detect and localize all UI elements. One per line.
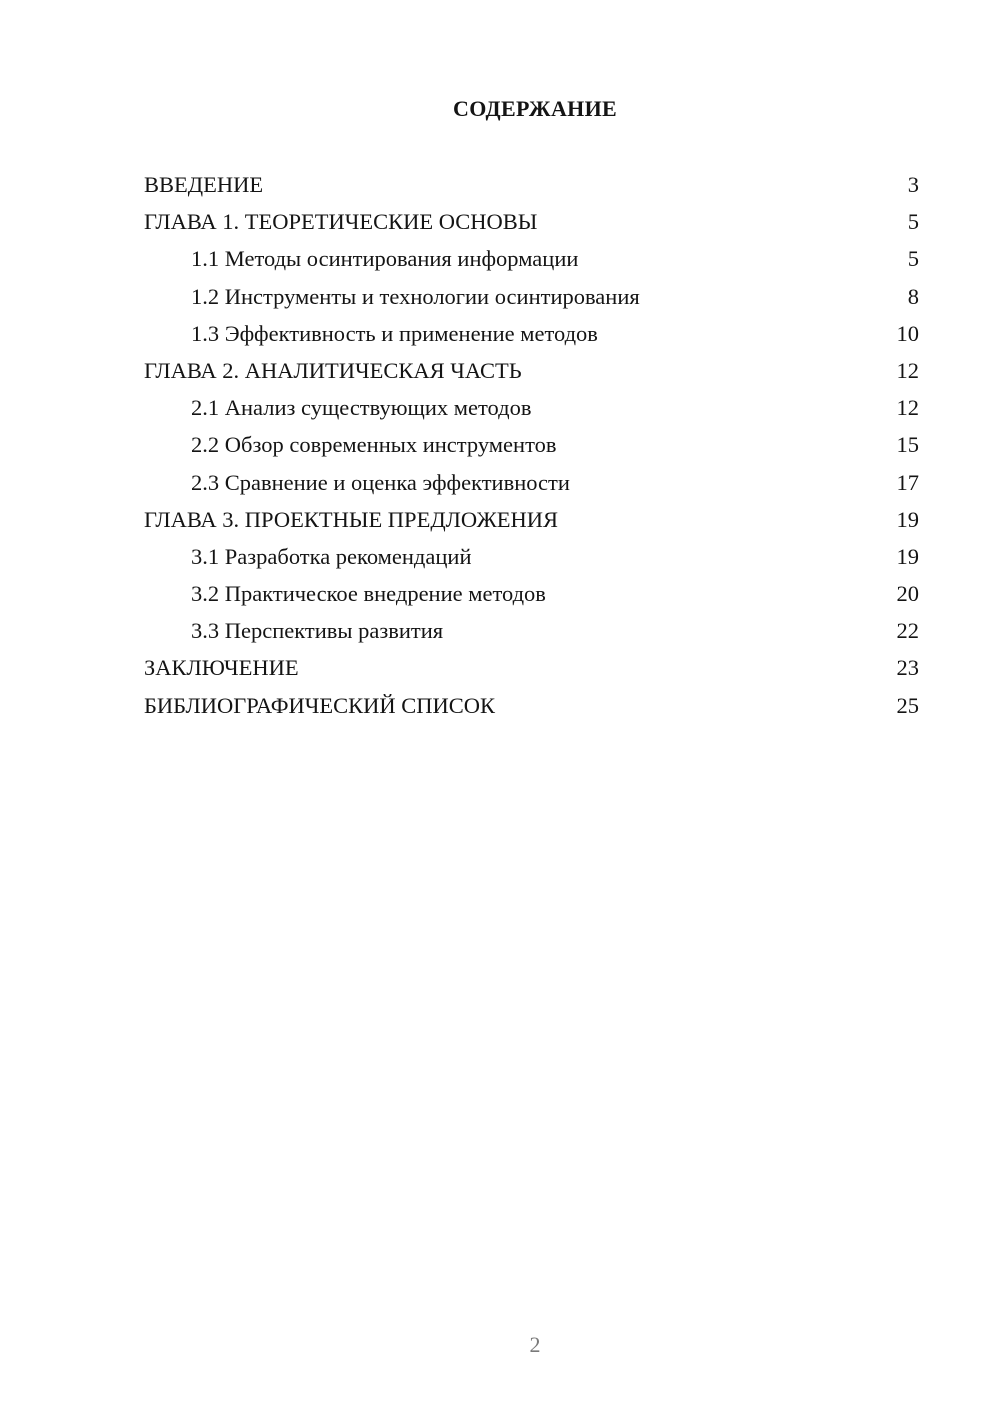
- toc-subentry: [144, 242, 919, 279]
- page-number: 2: [529, 1332, 541, 1357]
- toc-subentry: [144, 614, 919, 651]
- toc-entry-label: ВВЕДЕНИЕ: [144, 172, 264, 197]
- toc-entry: [144, 651, 919, 688]
- toc-entry-page: 15: [896, 432, 919, 458]
- toc-entry-page: 12: [896, 357, 919, 383]
- toc-entry-label: 3.2 Практическое внедрение методов: [191, 581, 546, 607]
- toc-entry-label: 2.3 Сравнение и оценка эффективности: [191, 469, 570, 495]
- toc-entry-label: 2.2 Обзор современных инструментов: [191, 432, 557, 458]
- toc-entry-page: 19: [896, 506, 919, 532]
- toc-entry-page: 5: [907, 209, 919, 235]
- toc-entry-page: 17: [896, 469, 919, 495]
- toc-entry-label: ЗАКЛЮЧЕНИЕ: [144, 655, 299, 681]
- toc-entry-label: 1.2 Инструменты и технологии осинтирования: [191, 283, 640, 309]
- toc-entry-page: 20: [896, 581, 919, 607]
- toc-entry: [144, 168, 919, 205]
- toc-entry-label: 1.1 Методы осинтирования информации: [191, 246, 579, 272]
- toc-subentry: [144, 280, 919, 317]
- toc-subentry: [144, 466, 919, 503]
- toc-entry-label: 2.1 Анализ существующих методов: [191, 395, 532, 421]
- toc-entry-page: 8: [907, 283, 919, 309]
- toc-subentry: [144, 391, 919, 428]
- toc-entry-page: 23: [896, 655, 919, 681]
- toc-entry-page: 3: [907, 172, 919, 197]
- toc-entry-label: ГЛАВА 1. ТЕОРЕТИЧЕСКИЕ ОСНОВЫ: [144, 209, 538, 235]
- toc-entry-label: ГЛАВА 3. ПРОЕКТНЫЕ ПРЕДЛОЖЕНИЯ: [144, 506, 559, 532]
- toc-entry: [144, 503, 919, 540]
- toc-entry-page: 22: [896, 618, 919, 644]
- toc-entry: [144, 205, 919, 242]
- toc-subentry: [144, 577, 919, 614]
- toc-entry-page: 25: [896, 692, 919, 718]
- toc-subentry: [144, 428, 919, 465]
- page-title: СОДЕРЖАНИЕ: [453, 96, 617, 121]
- toc-entry-page: 12: [896, 395, 919, 421]
- toc-subentry: [144, 540, 919, 577]
- toc-entry-label: 1.3 Эффективность и применение методов: [191, 320, 598, 346]
- toc-entry: [144, 689, 919, 726]
- toc-subentry: [144, 317, 919, 354]
- table-of-contents: [144, 168, 919, 726]
- toc-entry-label: 3.1 Разработка рекомендаций: [191, 543, 472, 569]
- toc-entry-label: БИБЛИОГРАФИЧЕСКИЙ СПИСОК: [144, 692, 496, 718]
- toc-entry: [144, 354, 919, 391]
- toc-entry-label: ГЛАВА 2. АНАЛИТИЧЕСКАЯ ЧАСТЬ: [144, 357, 522, 383]
- toc-entry-page: 19: [896, 543, 919, 569]
- toc-entry-label: 3.3 Перспективы развития: [191, 618, 444, 644]
- toc-entry-page: 10: [896, 320, 919, 346]
- toc-entry-page: 5: [907, 246, 919, 272]
